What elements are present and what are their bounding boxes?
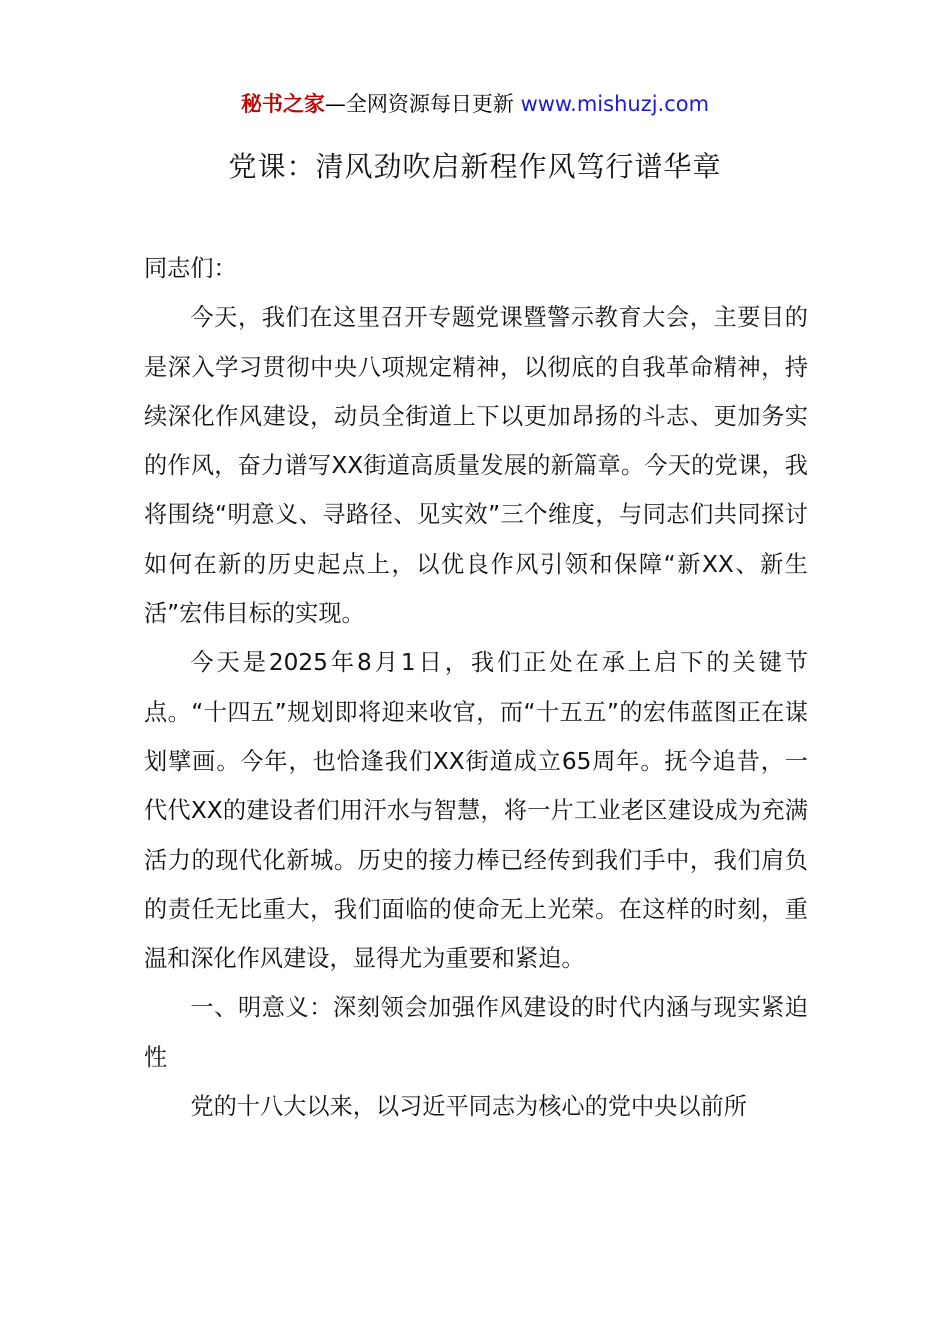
paragraph: 今天，我们在这里召开专题党课暨警示教育大会，主要目的是深入学习贯彻中央八项规定精神，以彻底的自我革命精神，持续深化作风建设，动员全街道上下以更加昂扬的斗志、更加务实的作风，奋力谱写XX街道高质量发展的新篇章。今天的党课，我将围绕“明意义、寻路径、见实效”三个维度，与同志们共同探讨如何在新的历史起点上，以优良作风引领和保障“新XX、新生活”宏伟目标的实现。	[144, 304, 808, 628]
site-header	[0, 88, 950, 120]
site-url-link[interactable]: www.mishuzj.com	[520, 92, 710, 116]
site-name: 秘书之家	[240, 92, 325, 116]
section-heading: 一、明意义：深刻领会加强作风建设的时代内涵与现实紧迫性	[144, 994, 808, 1071]
document-body	[144, 244, 808, 1131]
site-tagline: —全网资源每日更新	[324, 92, 521, 116]
salutation: 同志们：	[144, 255, 237, 282]
paragraph: 党的十八大以来，以习近平同志为核心的党中央以前所	[190, 1093, 747, 1121]
paragraph: 今天是2025年8月1日，我们正处在承上启下的关键节点。“十四五”规划即将迎来收官，而“十五五”的宏伟蓝图正在谋划擘画。今年，也恰逢我们XX街道成立65周年。抚今追昔，一代代XX的建设者们用汗水与智慧，将一片工业老区建设成为充满活力的现代化新城。历史的接力棒已经传到我们手中，我们肩负的责任无比重大，我们面临的使命无上光荣。在这样的时刻，重温和深化作风建设，显得尤为重要和紧迫。	[144, 649, 808, 973]
document-title: 党课：清风劲吹启新程作风笃行谱华章	[228, 150, 722, 183]
